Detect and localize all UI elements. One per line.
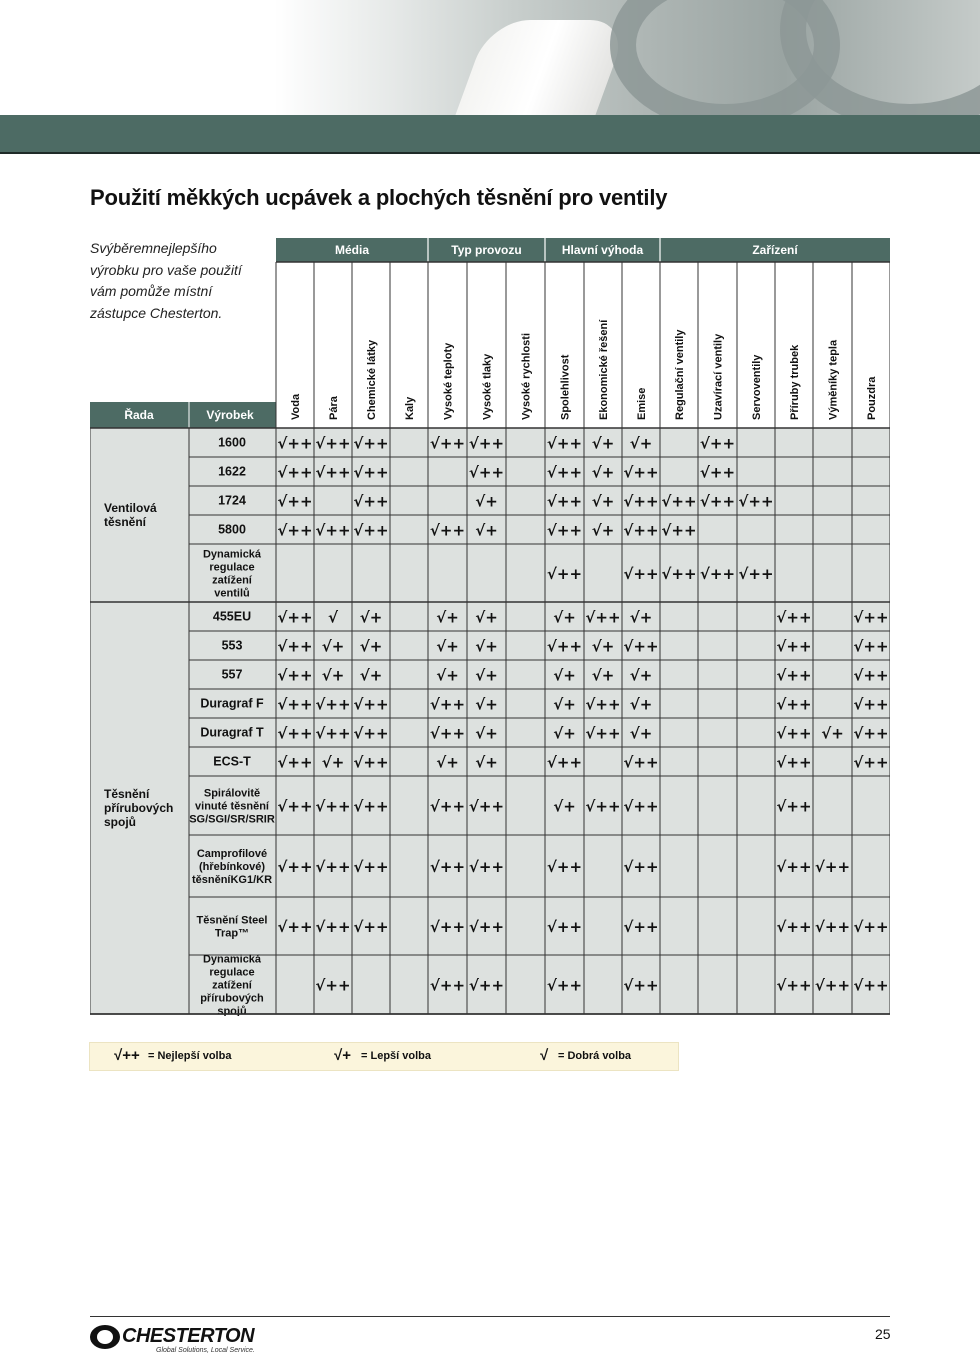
rating-mark: √++ — [699, 463, 736, 482]
rating-mark: √++ — [546, 637, 583, 656]
series-label: Ventilová těsnění — [104, 501, 157, 529]
rating-mark: √++ — [429, 695, 466, 714]
rating-mark: √+ — [475, 724, 498, 743]
group-header-1: Typ provozu — [451, 243, 522, 257]
rating-mark: √+ — [475, 753, 498, 772]
rating-mark: √+ — [629, 608, 653, 627]
product-label: Duragraf F — [200, 696, 264, 711]
rating-mark: √++ — [623, 753, 659, 772]
rating-mark: √+ — [321, 666, 345, 685]
rating-mark: √++ — [546, 492, 583, 511]
rating-mark: √+ — [359, 608, 383, 627]
product-label: Dynamická regulace zatížení ventilů — [202, 548, 262, 600]
rating-mark: √+ — [436, 608, 459, 627]
product-label: 1600 — [218, 435, 246, 450]
rating-mark: √++ — [814, 858, 851, 876]
footer-rule — [90, 1316, 890, 1317]
column-header-11: Uzavírací ventily — [712, 333, 725, 420]
rating-mark: √++ — [429, 724, 466, 743]
series-header: Řada — [124, 408, 154, 422]
rating-mark: √++ — [546, 463, 583, 482]
product-label: 1622 — [218, 464, 246, 479]
rating-mark: √++ — [623, 858, 659, 876]
product-label: 557 — [221, 667, 243, 682]
chesterton-logo — [90, 1325, 270, 1355]
application-table-grid — [90, 236, 890, 1016]
rating-mark: √++ — [277, 753, 313, 772]
rating-mark: √++ — [776, 637, 812, 656]
rating-mark: √++ — [315, 724, 351, 743]
product-label: ECS-T — [213, 754, 251, 769]
rating-mark: √+ — [821, 724, 844, 743]
rating-mark: √++ — [353, 463, 389, 482]
rating-mark: √++ — [776, 753, 812, 772]
rating-mark: √+ — [475, 608, 498, 627]
rating-mark: √++ — [776, 666, 812, 685]
rating-mark: √++ — [546, 918, 583, 936]
rating-mark: √++ — [315, 918, 351, 936]
chesterton-logo-icon — [90, 1325, 120, 1349]
rating-mark: √++ — [853, 753, 889, 772]
rating-mark: √++ — [623, 565, 659, 583]
rating-mark: √++ — [315, 463, 351, 482]
rating-mark: √++ — [315, 797, 351, 816]
header-photo — [0, 0, 980, 115]
rating-mark: √++ — [699, 492, 736, 511]
rating-mark: √+ — [321, 637, 345, 656]
rating-mark: √+ — [553, 797, 576, 816]
rating-mark: √++ — [429, 434, 466, 453]
header-band — [0, 115, 980, 152]
rating-mark: √++ — [853, 724, 889, 743]
rating-mark: √++ — [353, 753, 389, 772]
rating-mark: √++ — [315, 434, 351, 453]
ptfe-tube-image — [450, 20, 630, 115]
column-header-12: Servoventily — [751, 354, 763, 420]
rating-mark: √++ — [277, 492, 313, 511]
legend — [89, 1042, 679, 1071]
column-header-7: Spolehlivost — [559, 354, 572, 420]
rating-mark: √++ — [353, 434, 389, 453]
rating-mark: √+ — [475, 666, 498, 685]
rating-mark: √++ — [853, 637, 889, 656]
rating-mark: √++ — [277, 463, 313, 482]
rating-mark: √+ — [553, 666, 576, 685]
rating-mark: √++ — [699, 565, 736, 583]
rating-mark: √++ — [277, 434, 313, 453]
product-label: 455EU — [212, 609, 252, 624]
rating-mark: √++ — [776, 976, 812, 995]
product-header: Výrobek — [206, 408, 254, 422]
rating-mark: √+ — [321, 753, 345, 772]
rating-mark: √+ — [475, 521, 498, 540]
rating-mark: √++ — [353, 492, 389, 511]
rating-mark: √+ — [475, 637, 498, 656]
rating-mark: √+ — [591, 434, 615, 453]
rating-mark: √+ — [591, 666, 615, 685]
product-label: 1724 — [218, 493, 246, 508]
rating-mark: √++ — [623, 976, 659, 995]
rating-mark: √++ — [429, 858, 466, 876]
rating-mark: √+ — [629, 695, 653, 714]
brand-tagline: Global Solutions, Local Service. — [156, 1347, 255, 1354]
product-label: Spirálovitě vinuté těsnění SG/SGI/SR/SRIR — [189, 787, 275, 826]
column-header-8: Ekonomické řešení — [598, 319, 610, 420]
column-header-13: Příruby trubek — [789, 344, 801, 420]
column-header-5: Vysoké tlaky — [481, 353, 494, 420]
rating-mark: √++ — [315, 976, 351, 995]
rating-mark: √++ — [429, 918, 466, 936]
rating-mark: √++ — [661, 492, 697, 511]
product-label: 553 — [221, 638, 243, 653]
rating-mark: √++ — [585, 608, 621, 627]
rating-mark: √++ — [738, 492, 774, 511]
rating-mark: √++ — [623, 521, 659, 540]
product-label: Camprofilové (hřebínkové) těsněníKG1/KR — [191, 848, 273, 886]
rating-mark: √+ — [436, 753, 459, 772]
rating-mark: √+ — [359, 637, 383, 656]
rating-mark: √++ — [315, 858, 351, 876]
rating-mark: √++ — [468, 976, 505, 995]
rating-mark: √++ — [277, 918, 313, 936]
rating-mark: √++ — [546, 434, 583, 453]
rating-mark: √++ — [738, 565, 774, 583]
rating-mark: √++ — [853, 918, 889, 936]
rating-mark: √++ — [623, 637, 659, 656]
series-label: Těsnění přírubových spojů — [104, 787, 174, 829]
rating-mark: √++ — [277, 695, 313, 714]
column-header-14: Výměníky tepla — [827, 339, 840, 420]
rating-mark: √+ — [475, 695, 498, 714]
column-header-3: Kaly — [404, 396, 416, 420]
page-title: Použití měkkých ucpávek a plochých těsnění pro ventily — [90, 185, 668, 210]
rating-mark: √++ — [623, 463, 659, 482]
rating-mark: √++ — [776, 797, 812, 816]
rating-mark: √+ — [629, 724, 653, 743]
product-label: 5800 — [218, 522, 246, 537]
rating-mark: √++ — [277, 858, 313, 876]
rating-mark: √+ — [436, 666, 459, 685]
rating-mark: √++ — [814, 976, 851, 995]
column-header-10: Regulační ventily — [674, 329, 686, 420]
rating-mark: √ — [327, 608, 339, 627]
rating-mark: √++ — [585, 797, 621, 816]
column-header-15: Pouzdra — [866, 376, 878, 420]
legend-good-symbol: √ — [540, 1047, 549, 1064]
rating-mark: √+ — [553, 724, 576, 743]
rating-mark: √++ — [353, 724, 389, 743]
product-label: Dynamická regulace zatížení přírubových spojů — [200, 953, 264, 1016]
group-header-2: Hlavní výhoda — [561, 243, 644, 257]
legend-good-label: = Dobrá volba — [558, 1050, 632, 1062]
rating-mark: √+ — [629, 434, 653, 453]
rating-mark: √++ — [776, 918, 812, 936]
rating-mark: √++ — [776, 608, 812, 627]
intro-text: Svýběremnejlepšího výrobku pro vaše použití vám pomůže místní zástupce Chesterton. — [90, 240, 242, 321]
rating-mark: √++ — [585, 724, 621, 743]
rating-mark: √++ — [546, 976, 583, 995]
rating-mark: √++ — [546, 565, 583, 583]
brand-name: CHESTERTON — [122, 1325, 255, 1347]
group-header-0: Média — [334, 243, 370, 257]
column-header-1: Pára — [328, 396, 340, 420]
rating-mark: √++ — [853, 666, 889, 685]
rating-mark: √++ — [315, 695, 351, 714]
rating-mark: √++ — [776, 858, 812, 876]
rating-mark: √++ — [429, 797, 466, 816]
rating-mark: √++ — [315, 521, 351, 540]
legend-best-label: = Nejlepší volba — [148, 1050, 232, 1062]
legend-better-symbol: √+ — [334, 1047, 351, 1064]
rating-mark: √++ — [277, 666, 313, 685]
rating-mark: √+ — [591, 637, 615, 656]
rating-mark: √++ — [546, 521, 583, 540]
rating-mark: √++ — [468, 463, 505, 482]
rating-mark: √+ — [591, 521, 615, 540]
rating-mark: √++ — [585, 695, 621, 714]
column-header-4: Vysoké teploty — [442, 342, 455, 420]
column-header-0: Voda — [290, 393, 302, 420]
rating-mark: √++ — [661, 565, 697, 583]
rating-mark: √++ — [468, 797, 505, 816]
rating-mark: √++ — [776, 724, 812, 743]
rating-mark: √++ — [277, 637, 313, 656]
rating-mark: √++ — [468, 918, 505, 936]
column-header-2: Chemické látky — [366, 339, 378, 420]
column-header-6: Vysoké rychlosti — [520, 332, 533, 420]
rating-mark: √++ — [853, 695, 889, 714]
header-band-rule — [0, 152, 980, 154]
rating-mark: √+ — [553, 695, 576, 714]
column-header-9: Emise — [636, 387, 648, 420]
rating-mark: √++ — [277, 724, 313, 743]
rating-mark: √++ — [353, 521, 389, 540]
rating-mark: √++ — [661, 521, 697, 540]
rating-mark: √+ — [475, 492, 498, 511]
rating-mark: √+ — [591, 463, 615, 482]
product-label: Duragraf T — [200, 725, 264, 740]
rating-mark: √++ — [853, 608, 889, 627]
rating-mark: √++ — [353, 858, 389, 876]
rating-mark: √+ — [553, 608, 576, 627]
rating-mark: √+ — [591, 492, 615, 511]
rating-mark: √++ — [468, 434, 505, 453]
rating-mark: √++ — [853, 976, 889, 995]
rating-mark: √++ — [546, 753, 583, 772]
rating-mark: √+ — [629, 666, 653, 685]
rating-mark: √++ — [623, 797, 659, 816]
legend-best-symbol: √++ — [114, 1047, 140, 1064]
page-number: 25 — [875, 1326, 891, 1342]
rating-mark: √++ — [623, 492, 659, 511]
group-header-3: Zařízení — [752, 243, 798, 257]
rating-mark: √++ — [277, 521, 313, 540]
rating-mark: √++ — [353, 797, 389, 816]
legend-better-label: = Lepší volba — [361, 1050, 431, 1062]
rating-mark: √++ — [353, 695, 389, 714]
rating-mark: √++ — [429, 976, 466, 995]
rating-mark: √++ — [699, 434, 736, 453]
rating-mark: √++ — [546, 858, 583, 876]
application-table — [90, 236, 890, 1016]
rating-mark: √++ — [776, 695, 812, 714]
rating-mark: √++ — [814, 918, 851, 936]
rating-mark: √++ — [277, 608, 313, 627]
product-label: Těsnění Steel Trap™ — [196, 914, 268, 940]
rating-mark: √++ — [468, 858, 505, 876]
rating-mark: √++ — [429, 521, 466, 540]
rating-mark: √++ — [623, 918, 659, 936]
rating-mark: √++ — [277, 797, 313, 816]
rating-mark: √+ — [359, 666, 383, 685]
rating-mark: √+ — [436, 637, 459, 656]
rating-mark: √++ — [353, 918, 389, 936]
